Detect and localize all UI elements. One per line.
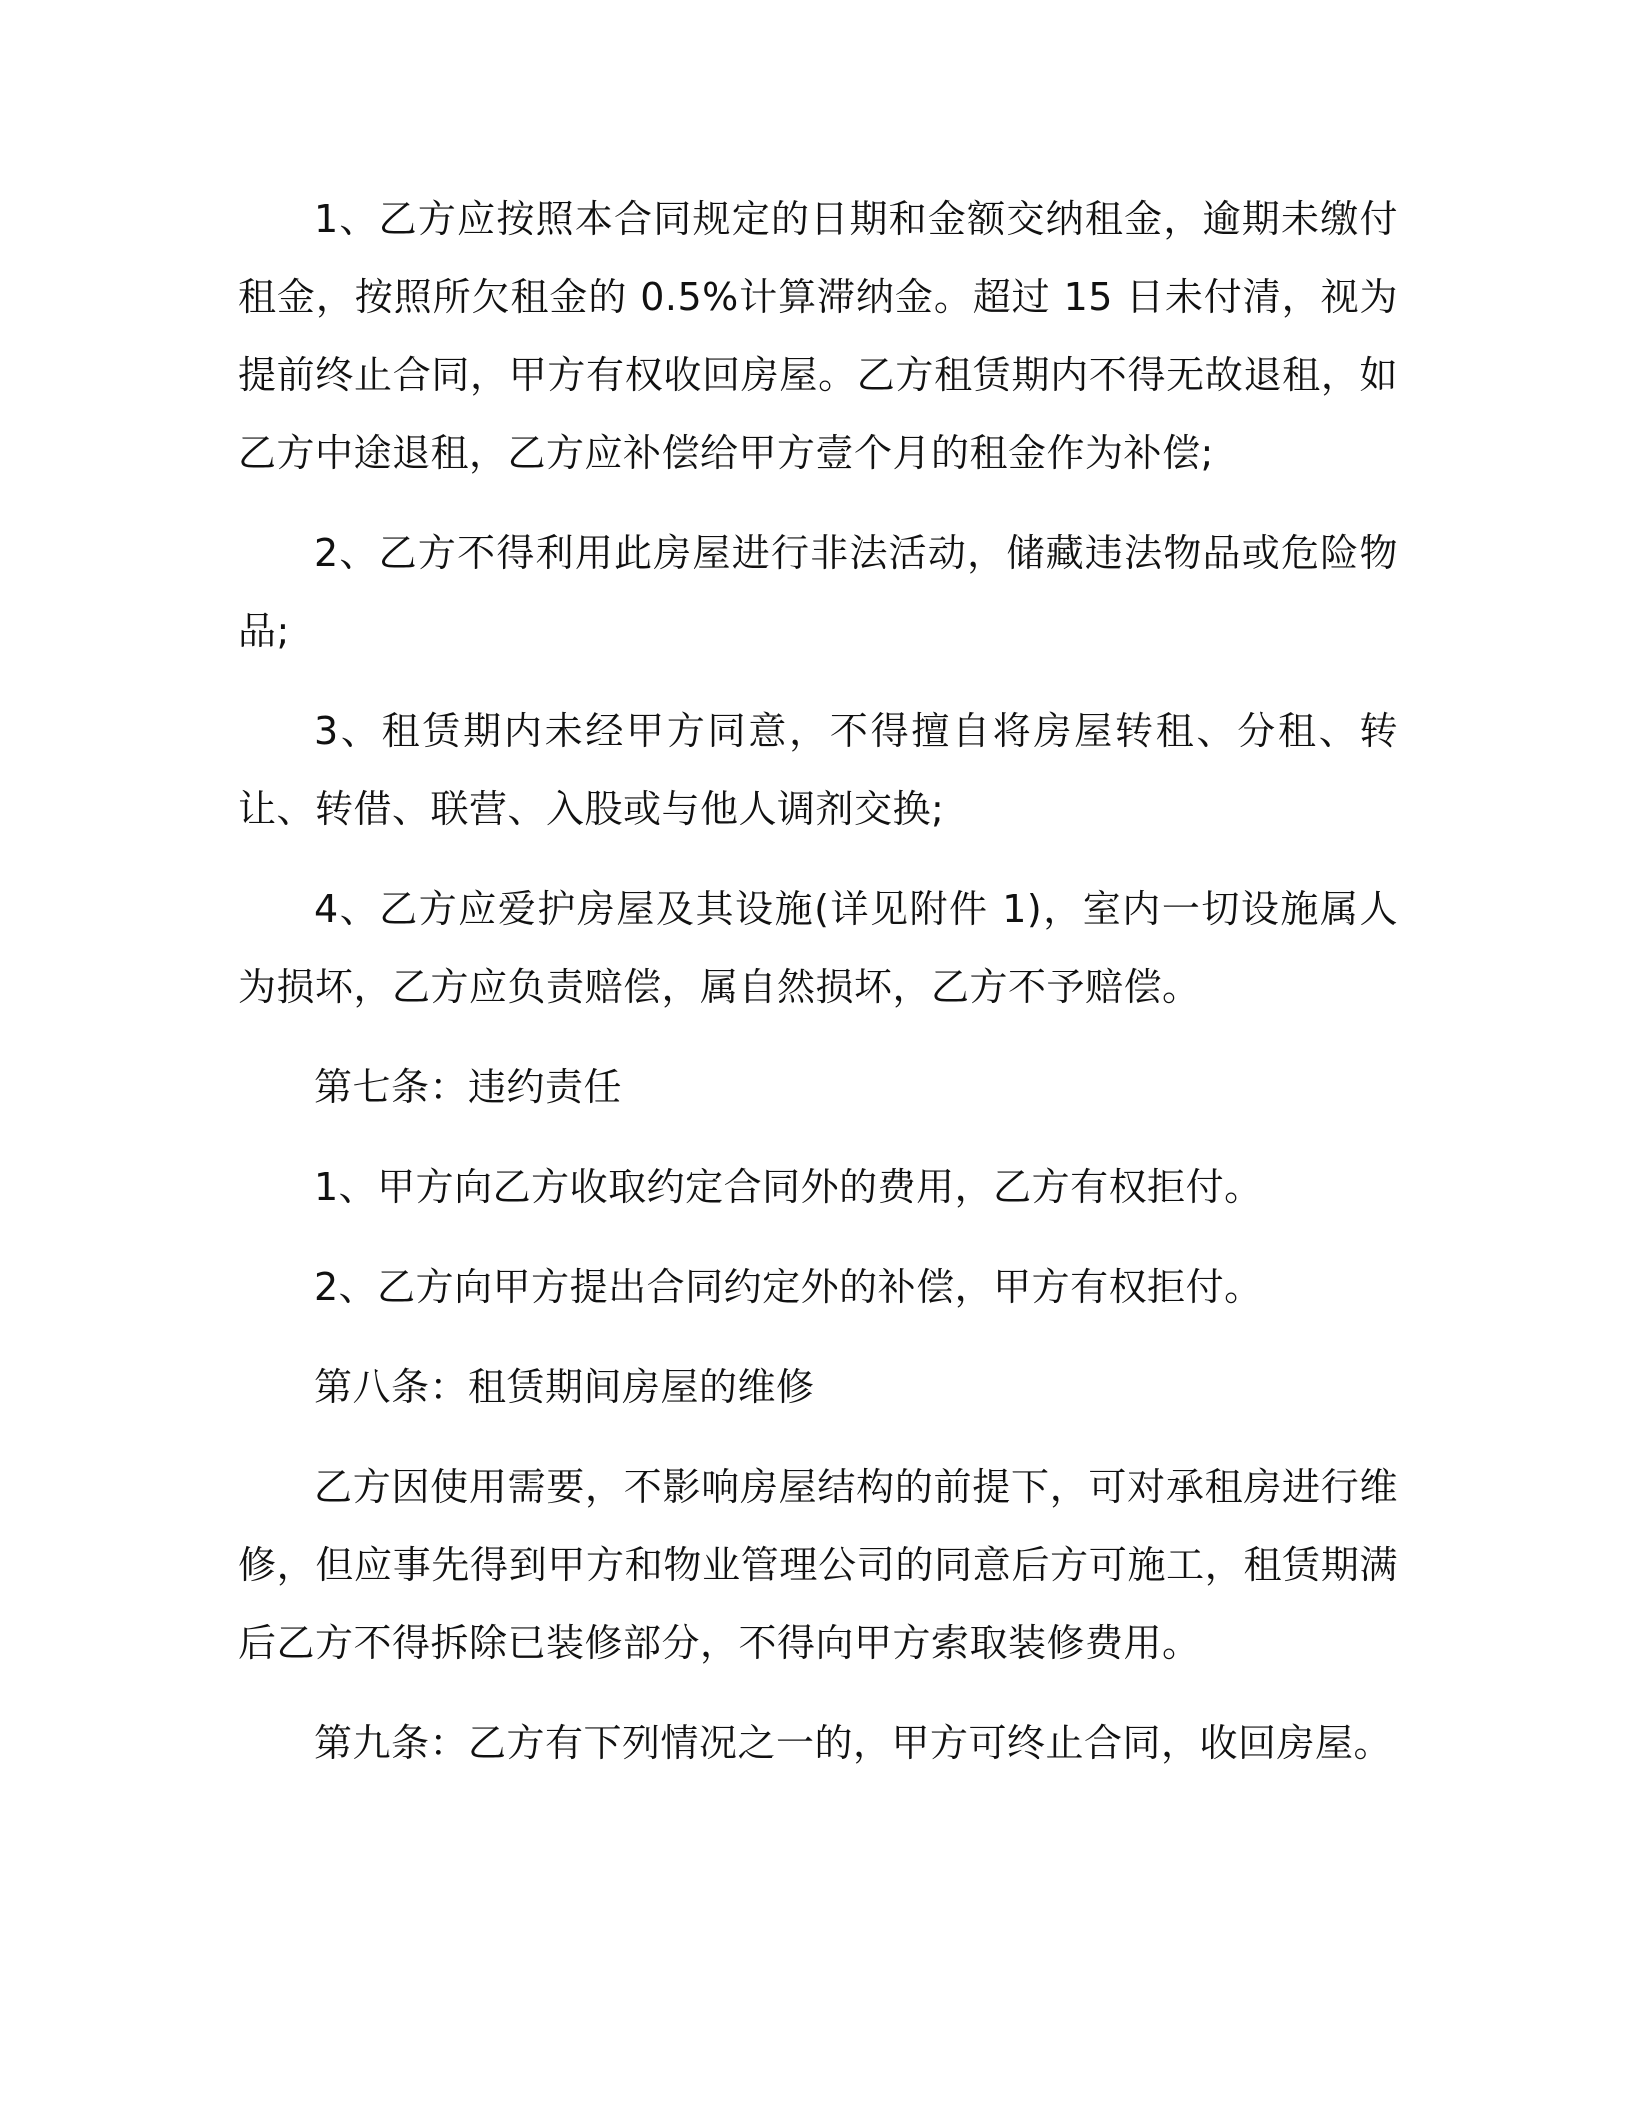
paragraph-clause-1: 1、乙方应按照本合同规定的日期和金额交纳租金，逾期未缴付租金，按照所欠租金的 0.5%计算滞纳金。超过 15 日未付清，视为提前终止合同，甲方有权收回房屋。乙方租赁期内不得无故退租，如乙方中途退租，乙方应补偿给甲方壹个月的租金作为补偿; (238, 197, 1398, 475)
document-page (238, 180, 1398, 1782)
section-heading-article-7: 第七条：违约责任 (314, 1065, 623, 1109)
paragraph-article-7-item-1: 1、甲方向乙方收取约定合同外的费用，乙方有权拒付。 (314, 1165, 1263, 1209)
paragraph-article-7-item-2: 2、乙方向甲方提出合同约定外的补偿，甲方有权拒付。 (314, 1265, 1263, 1309)
paragraph-clause-3: 3、租赁期内未经甲方同意，不得擅自将房屋转租、分租、转让、转借、联营、入股或与他人调剂交换; (238, 709, 1398, 831)
paragraph-clause-4: 4、乙方应爱护房屋及其设施(详见附件 1)，室内一切设施属人为损坏，乙方应负责赔偿，属自然损坏，乙方不予赔偿。 (238, 887, 1398, 1009)
section-heading-article-9: 第九条：乙方有下列情况之一的，甲方可终止合同，收回房屋。 (314, 1721, 1393, 1765)
paragraph-article-8-body: 乙方因使用需要，不影响房屋结构的前提下，可对承租房进行维修，但应事先得到甲方和物业管理公司的同意后方可施工，租赁期满后乙方不得拆除已装修部分，不得向甲方索取装修费用。 (238, 1465, 1398, 1665)
section-heading-article-8: 第八条：租赁期间房屋的维修 (314, 1365, 815, 1409)
paragraph-clause-2: 2、乙方不得利用此房屋进行非法活动，储藏违法物品或危险物品; (238, 531, 1398, 653)
